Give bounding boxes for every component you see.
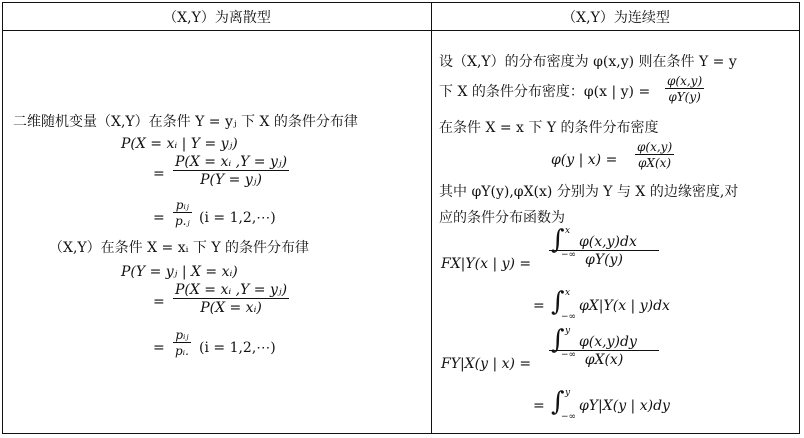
f2-lower-limit-2: −∞: [561, 412, 577, 422]
f1-equals-2: =: [533, 298, 545, 314]
eq1-denominator-2: p.ⱼ: [175, 214, 190, 228]
cont-line4-lhs: φ(y | x) =: [551, 152, 618, 168]
cont-line2-num: φ(x,y): [667, 74, 703, 88]
cont-line4-den: φX(x): [638, 156, 672, 170]
cont-line2-den: φY(y): [668, 90, 701, 104]
eq1-equals: =: [153, 166, 165, 182]
f1-upper-limit-2: x: [565, 288, 571, 298]
f1-lower-limit: −∞: [561, 250, 577, 260]
eq2-equals-2: =: [153, 340, 165, 356]
eq1-fraction: [173, 155, 289, 187]
f2-fraction: [549, 335, 659, 367]
f1-integral-2: φX|Y(x | y)dx: [579, 298, 670, 314]
f2-denominator: φX(x): [584, 352, 624, 368]
continuous-cell: [433, 31, 799, 433]
cont-line1: 设（X,Y）的分布密度为 φ(x,y) 则在条件 Y = y: [439, 54, 737, 70]
f1-upper-limit: x: [565, 226, 571, 236]
cont-line3: 在条件 X = x 下 Y 的条件分布密度: [439, 120, 659, 136]
cont-line2: 下 X 的条件分布密度：φ(x | y) =: [439, 84, 651, 100]
cont-line4-fraction: [635, 141, 674, 169]
cont-line5: 其中 φY(y),φX(x) 分别为 Y 与 X 的边缘密度,对: [439, 184, 739, 200]
discrete-intro-2: （X,Y）在条件 X = xᵢ 下 Y 的条件分布律: [49, 240, 310, 256]
eq1-numerator-2: pᵢⱼ: [175, 198, 189, 212]
f2-integral-sign: ∫: [551, 325, 565, 355]
f2-lhs: FY|X(y | x) =: [441, 356, 532, 372]
eq2-numerator: P(X = xᵢ ,Y = yⱼ): [175, 282, 288, 298]
discrete-cell: [3, 31, 431, 433]
f1-integral-sign-2: ∫: [551, 287, 565, 317]
eq1-lhs: P(X = xᵢ | Y = yⱼ): [121, 136, 238, 152]
f2-integral-2: φY|X(y | x)dy: [579, 398, 670, 414]
eq2-lhs: P(Y = yⱼ | X = xᵢ): [121, 264, 238, 280]
discrete-intro: 二维随机变量（X,Y）在条件 Y = yⱼ 下 X 的条件分布律: [13, 114, 358, 130]
f1-fraction: [549, 235, 659, 267]
formula-table: [2, 2, 800, 434]
eq1-numerator: P(X = xᵢ ,Y = yⱼ): [175, 154, 288, 170]
f1-integral-sign: ∫: [551, 225, 565, 255]
eq1-denominator: P(Y = yⱼ): [200, 172, 262, 188]
eq2-denominator-2: pᵢ.: [175, 344, 189, 358]
header-continuous: （X,Y）为连续型: [562, 10, 670, 26]
f2-upper-limit: y: [565, 326, 571, 336]
cont-line4-num: φ(x,y): [637, 140, 673, 154]
f2-upper-limit-2: y: [565, 388, 571, 398]
f2-equals-2: =: [533, 398, 545, 414]
eq1-fraction-2: [173, 199, 192, 227]
eq1-equals-2: =: [153, 210, 165, 226]
f1-denominator: φY(y): [585, 252, 623, 268]
eq2-numerator-2: pᵢⱼ: [175, 328, 189, 342]
eq2-fraction-2: [173, 329, 191, 357]
cont-line6: 应的条件分布函数为: [439, 210, 565, 226]
cont-line2-fraction: [665, 75, 704, 103]
eq2-denominator: P(X = xᵢ): [200, 300, 262, 316]
f1-lower-limit-2: −∞: [561, 312, 577, 322]
eq2-fraction: [173, 283, 289, 315]
column-divider: [431, 3, 432, 433]
f2-numerator: φ(x,y)dy: [579, 334, 637, 350]
f1-lhs: FX|Y(x | y) =: [441, 256, 532, 272]
header-discrete: （X,Y）为离散型: [163, 10, 271, 26]
f1-numerator: φ(x,y)dx: [579, 234, 637, 250]
eq1-condition: (i = 1,2,⋯): [199, 210, 276, 226]
f2-integral-sign-2: ∫: [551, 387, 565, 417]
eq2-condition: (i = 1,2,⋯): [199, 340, 276, 356]
eq2-equals: =: [153, 294, 165, 310]
f2-lower-limit: −∞: [561, 350, 577, 360]
